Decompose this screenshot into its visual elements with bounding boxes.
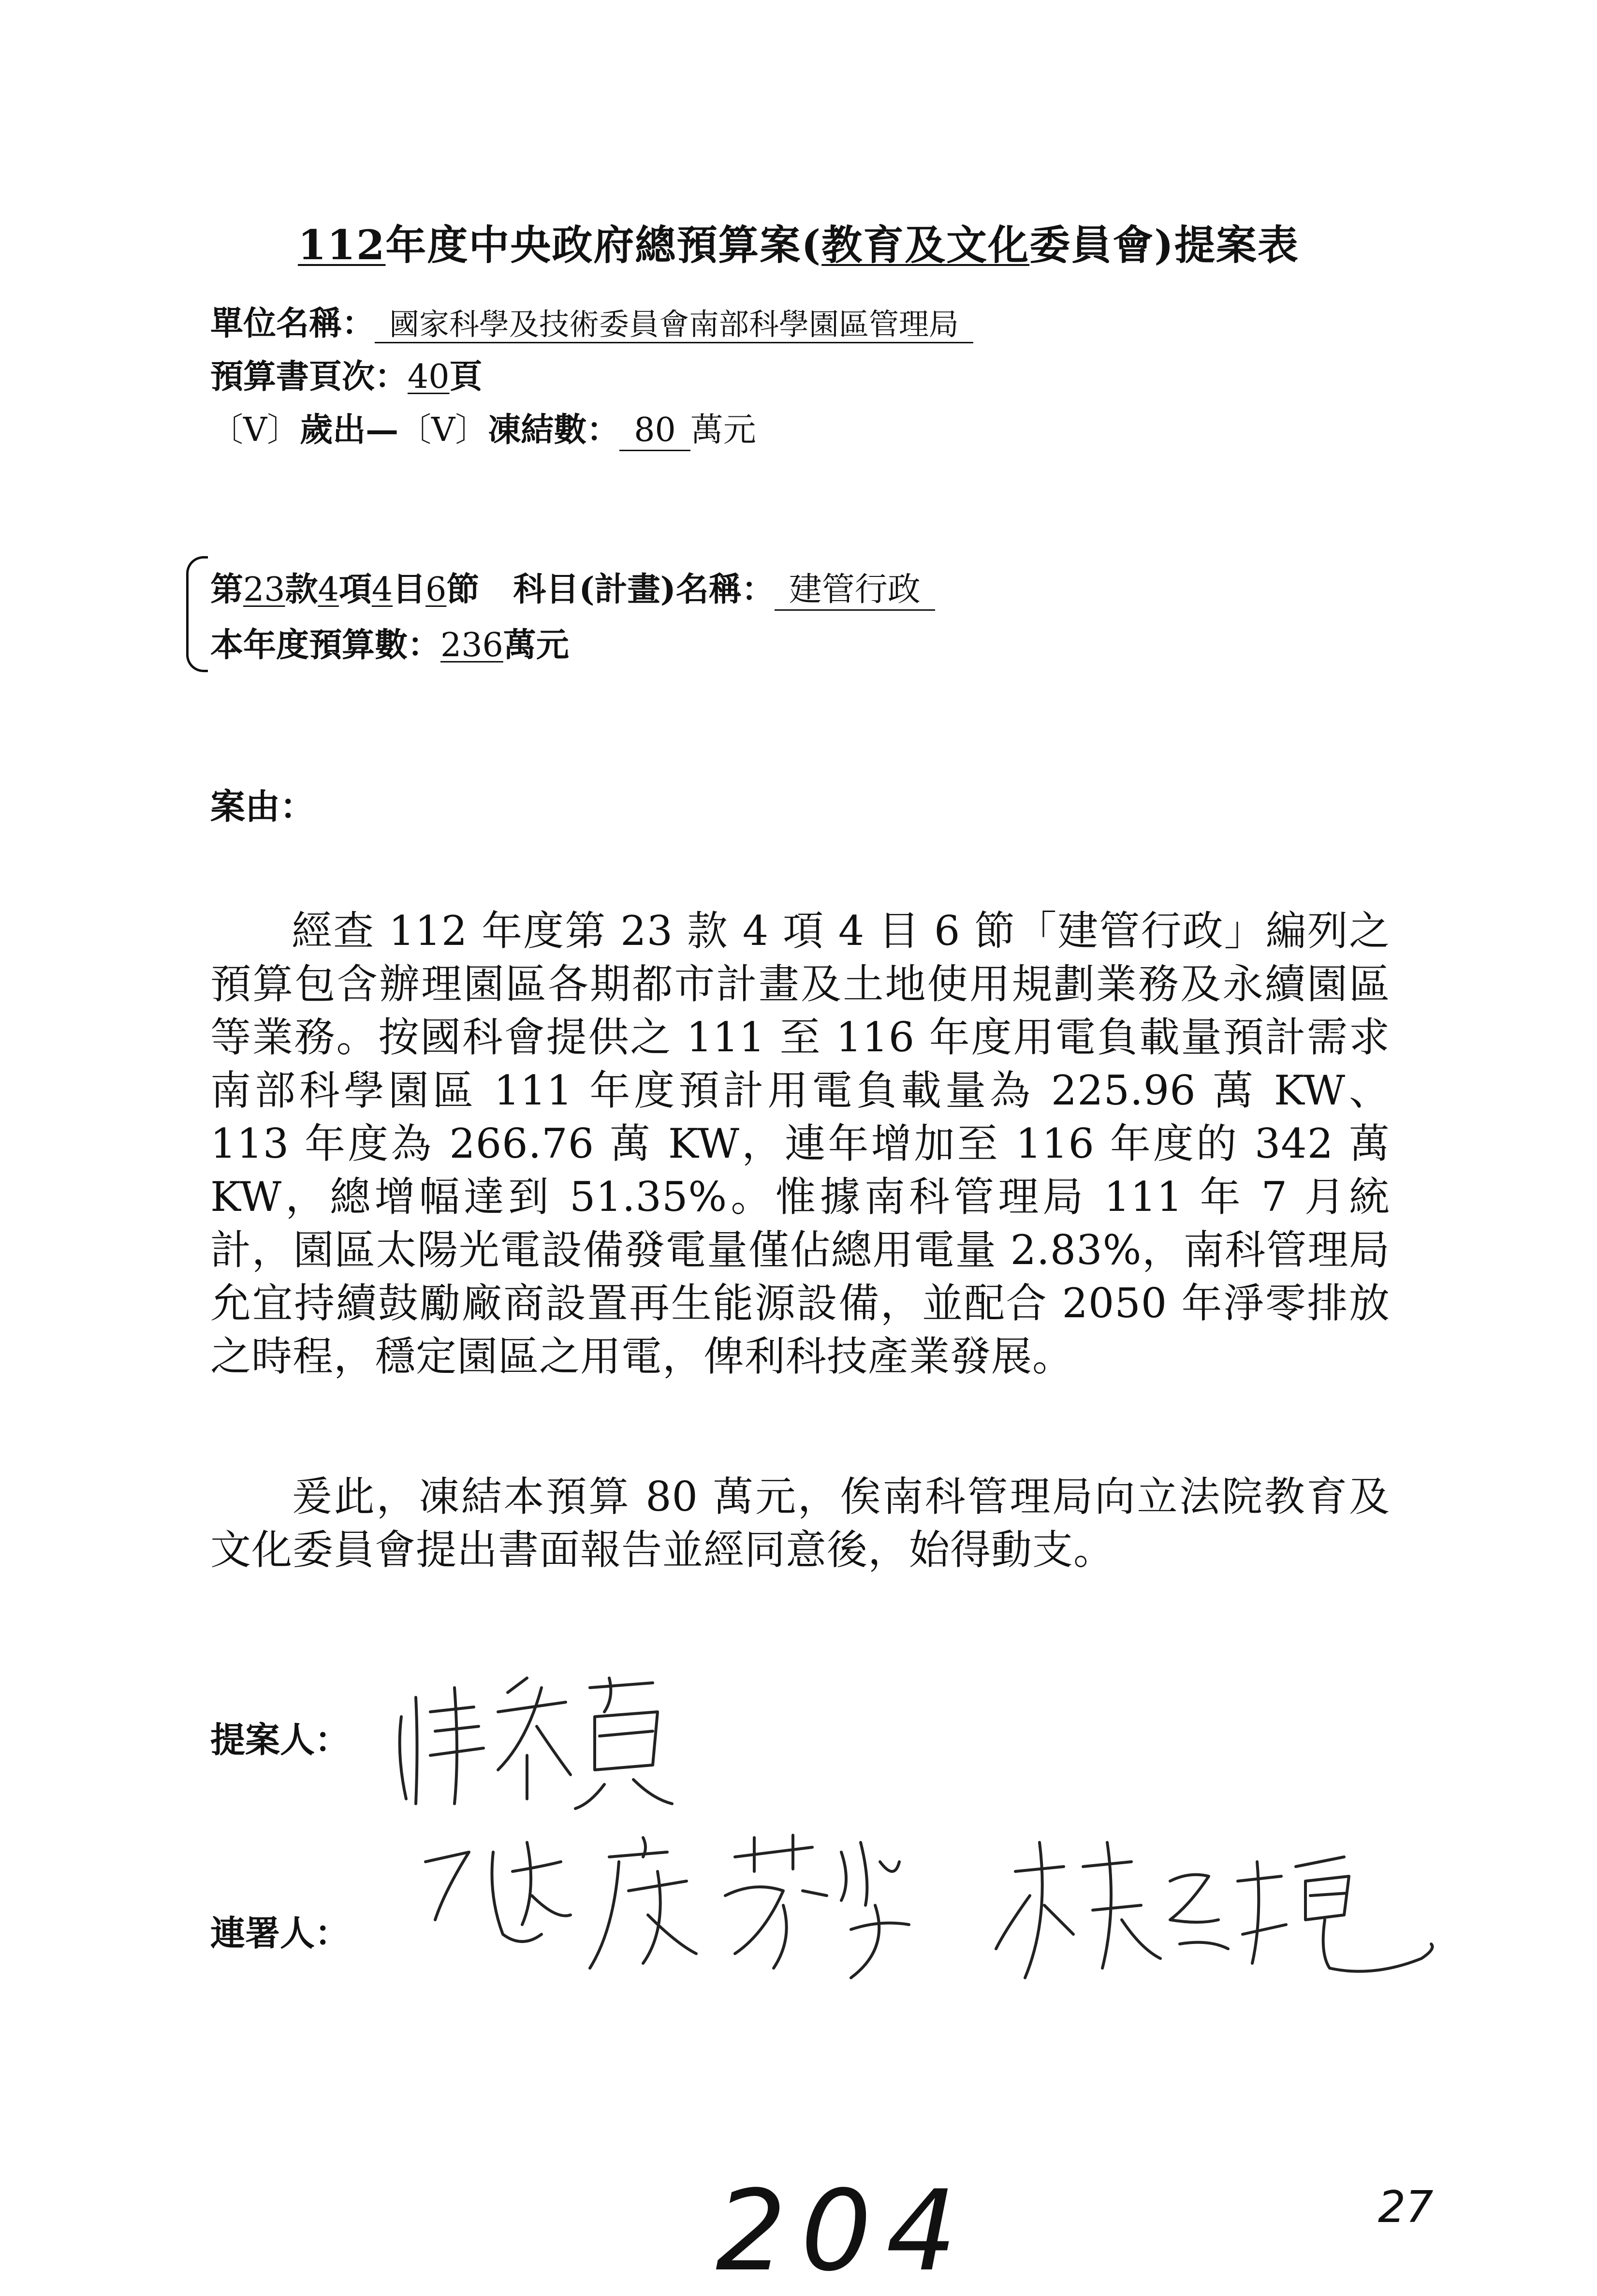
item-kuan: 23 xyxy=(243,571,285,609)
freeze-check: 〔V〕 xyxy=(398,411,488,449)
page-unit: 頁 xyxy=(449,357,483,396)
budget-value: 236 xyxy=(440,626,503,664)
page-value: 40 xyxy=(408,358,450,396)
item-xiang-label: 項 xyxy=(338,570,372,609)
title-part1: 年度中央政府總預算案( xyxy=(385,221,822,269)
expense-check: 〔V〕 xyxy=(210,411,300,449)
page-mark: 27 xyxy=(1378,2182,1434,2233)
proposer-signature-drawing xyxy=(382,1659,682,1813)
cosigner-label: 連署人： xyxy=(210,1913,350,1954)
title-part2: 委員會)提案表 xyxy=(1029,221,1299,269)
proposer-signature xyxy=(382,1659,682,1813)
document-title xyxy=(0,213,1597,271)
budget-unit: 萬元 xyxy=(503,626,569,664)
reason-paragraph-1: 經查 112 年度第 23 款 4 項 4 目 6 節「建管行政」編列之預算包含辦理園區各期都市計畫及土地使用規劃業務及永續園區等業務。按國科會提供之 111 至 116 年度用電負載量預計需求南部科學園區 111 年度預計用電負載量為 225.96 萬 KW、113 年度為 266.76 萬 KW，連年增加至 116 年度的 342 萬 KW，總增幅達到 51.35%。惟據南科管理局 111 年 7 月統計，園區太陽光電設備發電量僅佔總用電量 2.83%，南科管理局允宜持續鼓勵廠商設置再生能源設備，並配合 2050 年淨零排放之時程，穩定園區之用電，俾利科技產業發展。 xyxy=(210,907,1390,1380)
title-committee: 教育及文化 xyxy=(821,221,1030,269)
freeze-line xyxy=(210,404,756,451)
unit-label: 單位名稱： xyxy=(210,304,375,343)
reason-label: 案由： xyxy=(210,786,315,827)
cosigner-signatures xyxy=(416,1823,1450,1997)
cosigner-signature-drawing xyxy=(416,1823,1450,1997)
unit-line xyxy=(210,297,973,344)
item-line xyxy=(210,563,935,611)
freeze-label: 凍結數： xyxy=(488,411,620,449)
unit-value: 國家科學及技術委員會南部科學園區管理局 xyxy=(375,308,973,343)
subject-value: 建管行政 xyxy=(775,572,935,611)
item-jie: 6 xyxy=(425,571,447,609)
item-bracket xyxy=(186,556,208,672)
page-label: 預算書頁次： xyxy=(210,357,408,396)
item-mu: 4 xyxy=(371,571,393,609)
expense-label: 歲出— xyxy=(300,411,399,449)
item-xiang: 4 xyxy=(318,571,339,609)
proposer-label: 提案人： xyxy=(210,1719,350,1760)
item-prefix: 第 xyxy=(210,570,244,609)
handwritten-number: 204 xyxy=(716,2167,971,2296)
freeze-unit: 萬元 xyxy=(690,411,756,449)
budget-line xyxy=(210,619,569,666)
subject-label: 科目(計畫)名稱： xyxy=(513,570,775,609)
budget-label: 本年度預算數： xyxy=(210,626,441,664)
reason-paragraph-2: 爰此，凍結本預算 80 萬元，俟南科管理局向立法院教育及文化委員會提出書面報告並經同意後，始得動支。 xyxy=(210,1473,1390,1574)
item-mu-label: 目 xyxy=(393,570,426,609)
item-kuan-label: 款 xyxy=(285,570,318,609)
item-jie-label: 節 xyxy=(446,570,480,609)
freeze-value: 80 xyxy=(619,412,690,451)
title-year: 112 xyxy=(298,221,386,269)
page-line xyxy=(210,351,483,397)
